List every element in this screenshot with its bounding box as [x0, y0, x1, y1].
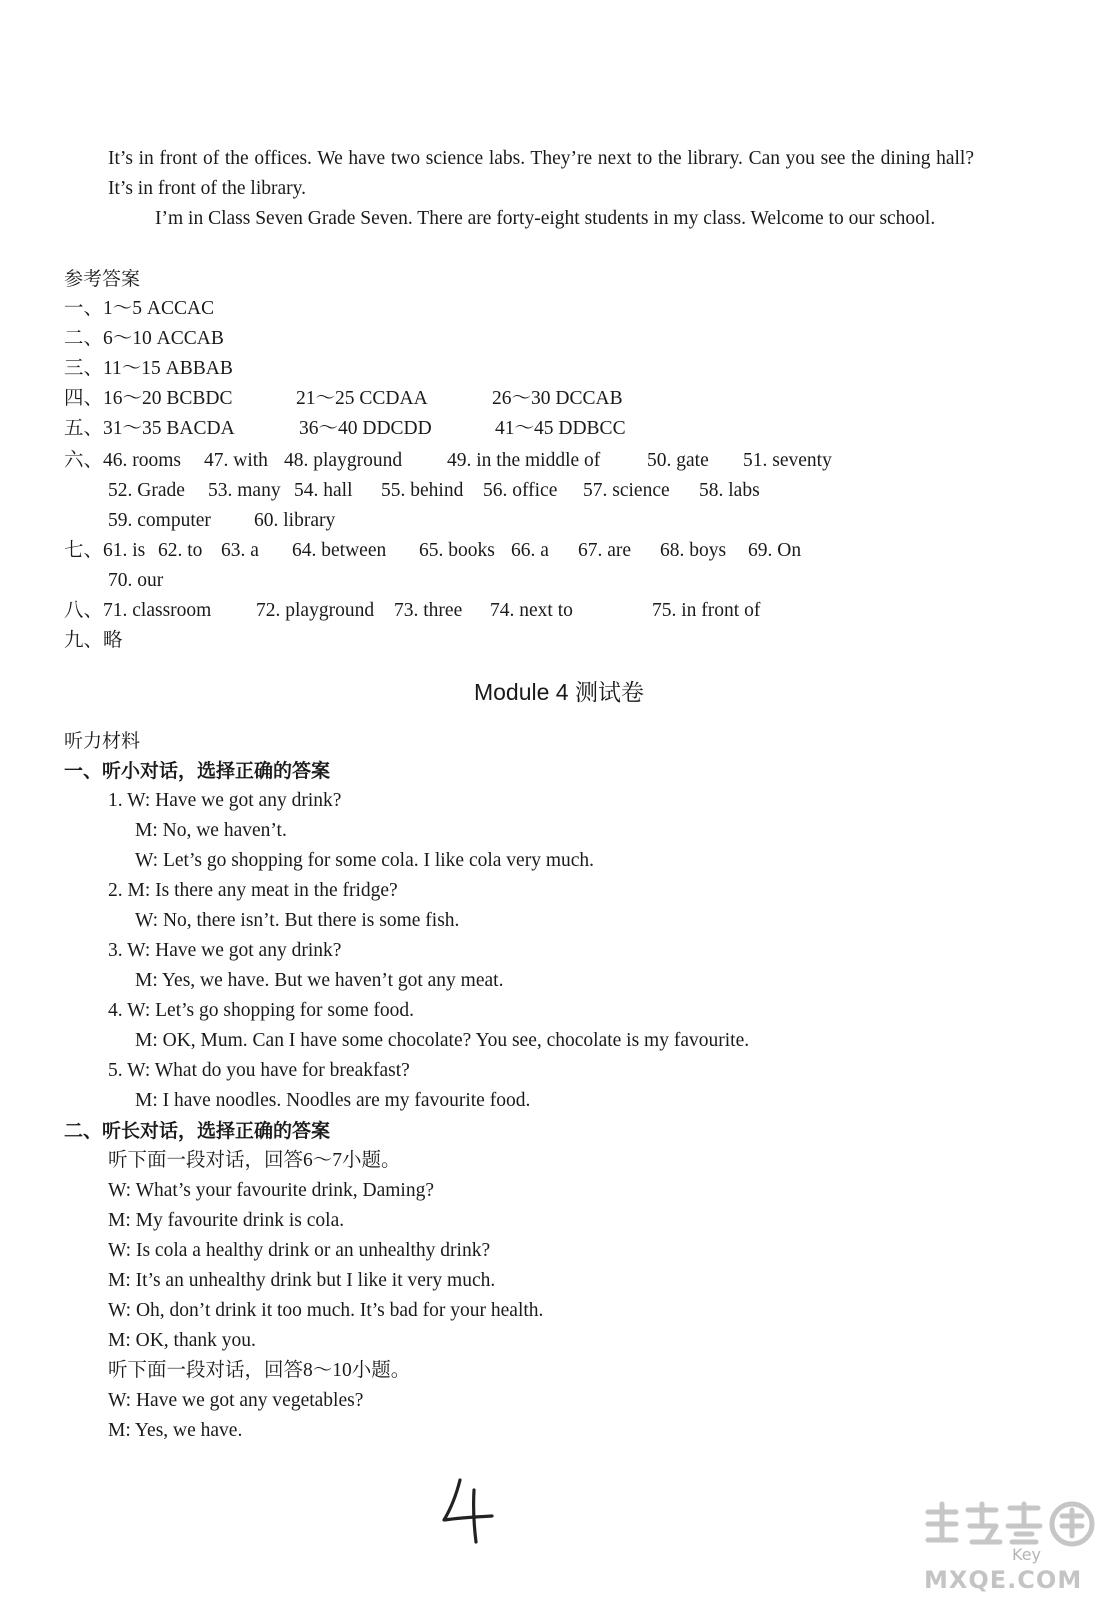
answer-item: 70. our	[108, 570, 164, 591]
answer-item: 46. rooms	[103, 450, 182, 471]
answer-item: 62. to	[158, 540, 203, 561]
answer-item: 58. labs	[699, 480, 760, 501]
answer-section-6	[64, 446, 832, 476]
answer-item: 61. is	[103, 540, 146, 561]
answer-item: 59. computer	[108, 510, 211, 531]
answer-item: 63. a	[221, 540, 259, 561]
answer-item: 11～15 ABBAB	[103, 358, 233, 379]
dialogue-line: W: Let’s go shopping for some cola. I like cola very much.	[135, 850, 595, 871]
section-mark: 六、	[64, 450, 104, 471]
section-mark: 八、	[64, 600, 104, 621]
long-dialogue-line: W: Is cola a healthy drink or an unhealthy drink?	[108, 1240, 491, 1261]
answer-item: 50. gate	[647, 450, 709, 471]
answers-heading: 参考答案	[64, 268, 141, 290]
dialogue-line: M: I have noodles. Noodles are my favourite food.	[135, 1090, 531, 1111]
section-mark: 五、	[64, 418, 104, 439]
answer-item: 66. a	[511, 540, 549, 561]
long-dialogue-line: W: What’s your favourite drink, Daming?	[108, 1180, 434, 1201]
long-dialogue-line: M: It’s an unhealthy drink but I like it very much.	[108, 1270, 496, 1291]
module-title: Module 4 测试卷	[473, 679, 644, 705]
section-mark: 一、	[64, 298, 104, 319]
long-dialogue-line: M: OK, thank you.	[108, 1330, 256, 1351]
answer-section-4	[64, 384, 623, 414]
answer-section-6-row-2	[108, 476, 760, 506]
answer-item: 51. seventy	[743, 450, 832, 471]
answer-section-1	[64, 294, 214, 324]
dialogue-line: M: No, we haven’t.	[135, 820, 287, 841]
dialogue-line: 3. W: Have we got any drink?	[108, 940, 342, 961]
long-dialogue-line: M: Yes, we have.	[108, 1420, 243, 1441]
answer-item: 53. many	[208, 480, 281, 501]
answer-item: 68. boys	[660, 540, 727, 561]
section-mark: 四、	[64, 388, 104, 409]
dialogue-line: M: OK, Mum. Can I have some chocolate? You see, chocolate is my favourite.	[135, 1030, 750, 1051]
watermark-site-text: MXQE.COM	[924, 1566, 1083, 1594]
answer-item: 26～30 DCCAB	[492, 388, 623, 409]
answer-item: 52. Grade	[108, 480, 185, 501]
dialogue-line: 4. W: Let’s go shopping for some food.	[108, 1000, 415, 1021]
answer-item: 49. in the middle of	[447, 450, 601, 471]
section-mark: 二、	[64, 328, 104, 349]
answer-item: 48. playground	[284, 450, 403, 471]
answer-item: 74. next to	[490, 600, 573, 621]
answer-section-7	[64, 536, 801, 566]
long-dialogue-line: W: Oh, don’t drink it too much. It’s bad for your health.	[108, 1300, 544, 1321]
answer-item: 57. science	[583, 480, 670, 501]
section-mark: 九、	[64, 630, 104, 651]
answer-item: 略	[103, 630, 123, 651]
long-dialogue-line: W: Have we got any vegetables?	[108, 1390, 364, 1411]
answer-item: 56. office	[483, 480, 558, 501]
answer-section-8	[64, 596, 760, 626]
listening-heading: 听力材料	[64, 730, 141, 752]
answer-section-2	[64, 324, 224, 354]
answer-item: 71. classroom	[103, 600, 212, 621]
answer-item: 47. with	[204, 450, 268, 471]
part-1-heading: 一、听小对话，选择正确的答案	[64, 760, 331, 782]
passage-paragraph-1: It’s in front of the offices. We have two science labs. They’re next to the library. Can you see the dining hall? It’s in front of the library.	[108, 148, 974, 199]
answer-item: 73. three	[394, 600, 463, 621]
answer-item: 6～10 ACCAB	[103, 328, 224, 349]
answer-item: 60. library	[254, 510, 336, 531]
dialogue-line: 1. W: Have we got any drink?	[108, 790, 342, 811]
long-dialogue-line: 听下面一段对话，回答8～10小题。	[108, 1360, 411, 1381]
long-dialogue-line: M: My favourite drink is cola.	[108, 1210, 345, 1231]
part-2-heading: 二、听长对话，选择正确的答案	[64, 1120, 331, 1142]
answer-item: 67. are	[578, 540, 632, 561]
answer-item: 69. On	[748, 540, 802, 561]
handwritten-page-number	[438, 1476, 498, 1546]
answer-item: 41～45 DDBCC	[495, 418, 626, 439]
answer-item: 64. between	[292, 540, 387, 561]
answer-section-9	[64, 626, 123, 656]
site-watermark-logo	[920, 1500, 1110, 1595]
section-mark: 三、	[64, 358, 104, 379]
watermark-key-text: Key	[1012, 1545, 1042, 1564]
dialogue-line: 5. W: What do you have for breakfast?	[108, 1060, 410, 1081]
answer-item: 75. in front of	[652, 600, 761, 621]
answer-item: 1～5 ACCAC	[103, 298, 215, 319]
answer-item: 72. playground	[256, 600, 375, 621]
answer-item: 21～25 CCDAA	[296, 388, 428, 409]
answer-item: 31～35 BACDA	[103, 418, 235, 439]
dialogue-line: 2. M: Is there any meat in the fridge?	[108, 880, 398, 901]
answer-item: 65. books	[419, 540, 495, 561]
answer-item: 36～40 DDCDD	[299, 418, 432, 439]
answer-item: 54. hall	[294, 480, 353, 501]
answer-section-3	[64, 354, 233, 384]
dialogue-line: M: Yes, we have. But we haven’t got any meat.	[135, 970, 504, 991]
section-mark: 七、	[64, 540, 104, 561]
answer-section-7-row-2	[108, 566, 163, 596]
answer-section-5	[64, 414, 626, 444]
dialogue-line: W: No, there isn’t. But there is some fish.	[135, 910, 460, 931]
long-dialogue-line: 听下面一段对话，回答6～7小题。	[108, 1150, 401, 1171]
answer-section-6-row-3	[108, 506, 335, 536]
passage-paragraph-2: I’m in Class Seven Grade Seven. There are forty-eight students in my class. Welcome to our school.	[155, 208, 936, 229]
answer-item: 55. behind	[381, 480, 464, 501]
answer-item: 16～20 BCBDC	[103, 388, 233, 409]
